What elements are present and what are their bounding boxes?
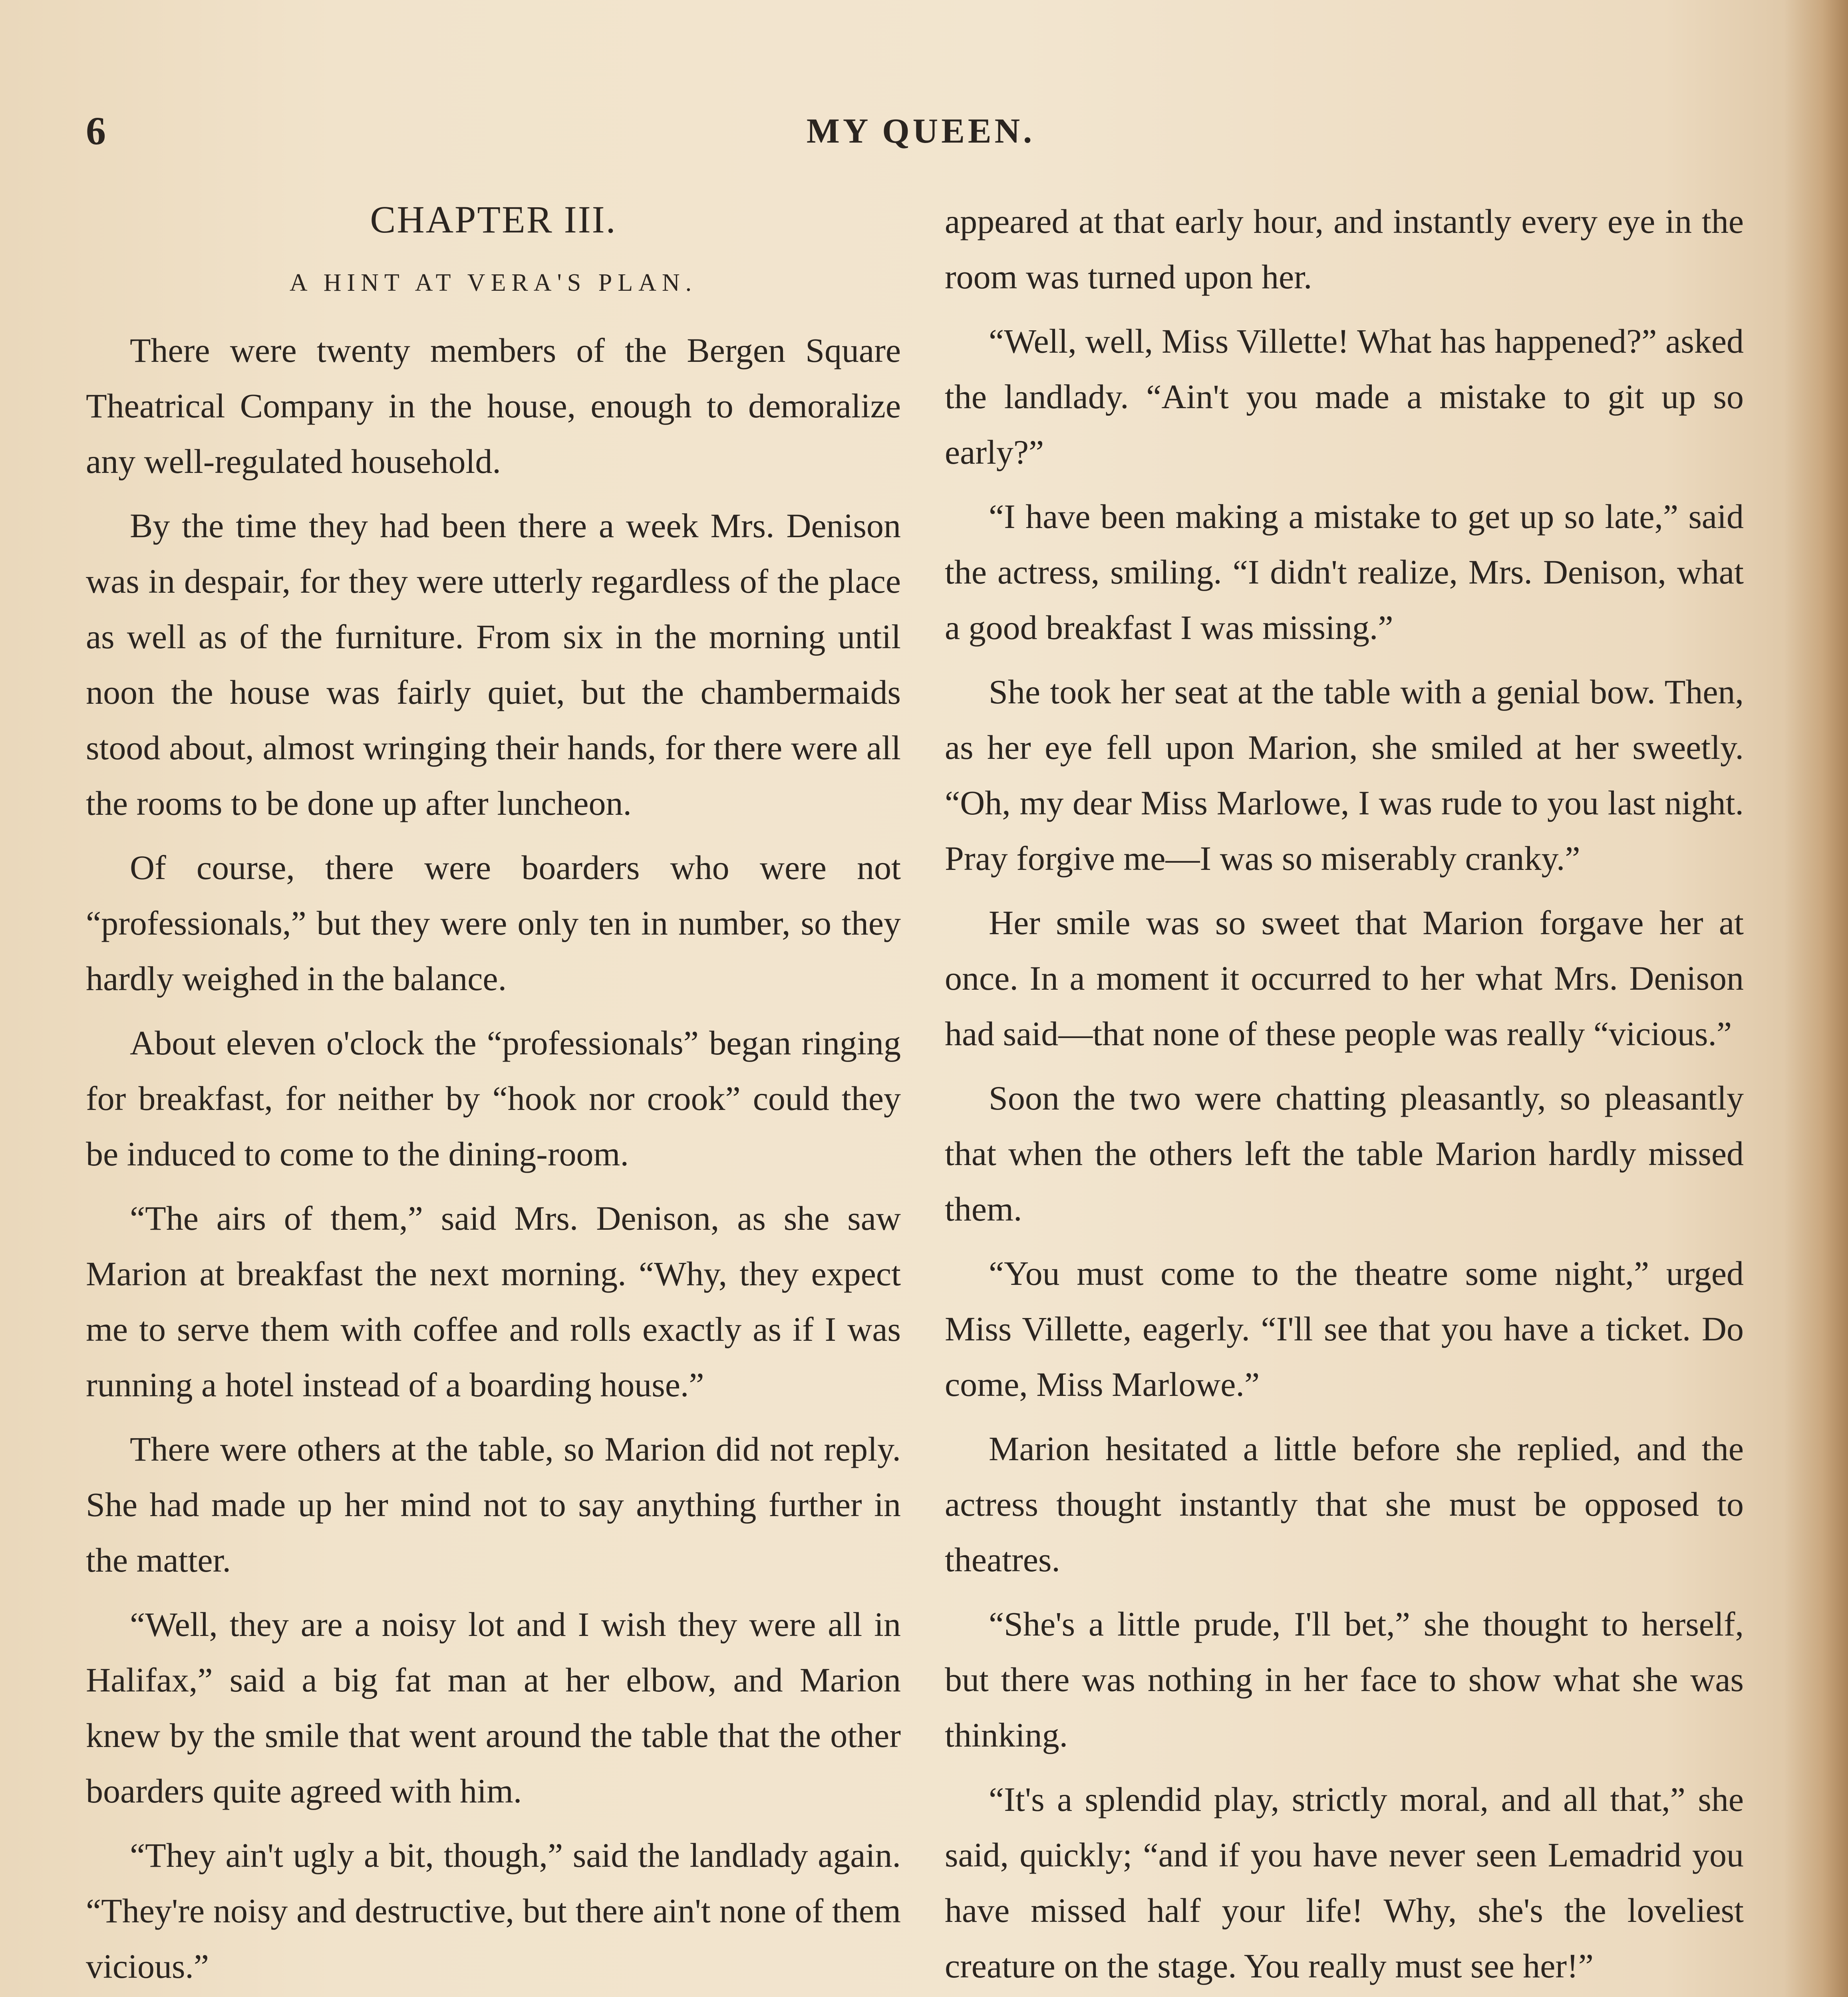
paragraph: By the time they had been there a week Mrs. Denison was in despair, for they were utterly regardless of the place as well as of the furniture. From six in the morning until noon the house was fairly quiet, but the chambermaids stood about, almost wringing their hands, for there were all the rooms to be done up after luncheon. [86,506,901,822]
page-edge-shading [1784,0,1848,1997]
chapter-heading: CHAPTER III. [370,198,617,241]
paragraph: “It's a splendid play, strictly moral, and all that,” she said, quickly; “and if you have never seen Lemadrid you have missed half your life! Why, she's the loveliest creature on the stage. You really must see her!” [945,1780,1744,1985]
left-column [86,188,901,1997]
paragraph: “Well, well, Miss Villette! What has happened?” asked the landlady. “Ain't you made a mistake to git up so early?” [945,322,1744,471]
paragraph: “I have been making a mistake to get up so late,” said the actress, smiling. “I didn't realize, Mrs. Denison, what a good breakfast I was missing.” [945,497,1744,647]
paragraph: “They ain't ugly a bit, though,” said the landlady again. “They're noisy and destructive, but there ain't none of them vicious.” [86,1836,901,1985]
paragraph: Of course, there were boarders who were not “professionals,” but they were only ten in number, so they hardly weighed in the balance. [86,848,901,998]
paragraph: About eleven o'clock the “professionals” began ringing for breakfast, for neither by “hook nor crook” could they be induced to come to the dining-room. [86,1024,901,1173]
paragraph: Her smile was so sweet that Marion forgave her at once. In a moment it occurred to her what Mrs. Denison had said—that none of these people was really “vicious.” [945,903,1744,1053]
paragraph: “Well, they are a noisy lot and I wish they were all in Halifax,” said a big fat man at her elbow, and Marion knew by the smile that went around the table that the other boarders quite agreed with him. [86,1605,901,1810]
running-title: MY QUEEN. [806,112,1035,151]
paragraph: “The airs of them,” said Mrs. Denison, as she saw Marion at breakfast the next morning. “Why, they expect me to serve them with coffee and rolls exactly as if I was running a hotel instead of a boarding house.” [86,1199,901,1404]
paragraph-continued: appeared at that early hour, and instantly every eye in the room was turned upon her. [945,202,1744,296]
paragraph: Soon the two were chatting pleasantly, so pleasantly that when the others left the table Marion hardly missed them. [945,1079,1744,1228]
paragraph: Marion hesitated a little before she replied, and the actress thought instantly that she must be opposed to theatres. [945,1429,1744,1579]
chapter-subtitle: A HINT AT VERA'S PLAN. [289,269,697,296]
page-header [86,108,1756,164]
right-column [945,194,1744,1997]
page-number: 6 [86,109,107,153]
paragraph: She took her seat at the table with a genial bow. Then, as her eye fell upon Marion, she smiled at her sweetly. “Oh, my dear Miss Marlowe, I was rude to you last night. Pray forgive me—I was so miserably cranky.” [945,673,1744,877]
paragraph: “She's a little prude, I'll bet,” she thought to herself, but there was nothing in her face to show what she was thinking. [945,1605,1744,1754]
paragraph: There were twenty members of the Bergen Square Theatrical Company in the house, enough to demoralize any well-regulated household. [86,331,901,480]
paragraph: There were others at the table, so Marion did not reply. She had made up her mind not to say anything further in the matter. [86,1430,901,1579]
paragraph: “You must come to the theatre some night,” urged Miss Villette, eagerly. “I'll see that you have a ticket. Do come, Miss Marlowe.” [945,1254,1744,1403]
